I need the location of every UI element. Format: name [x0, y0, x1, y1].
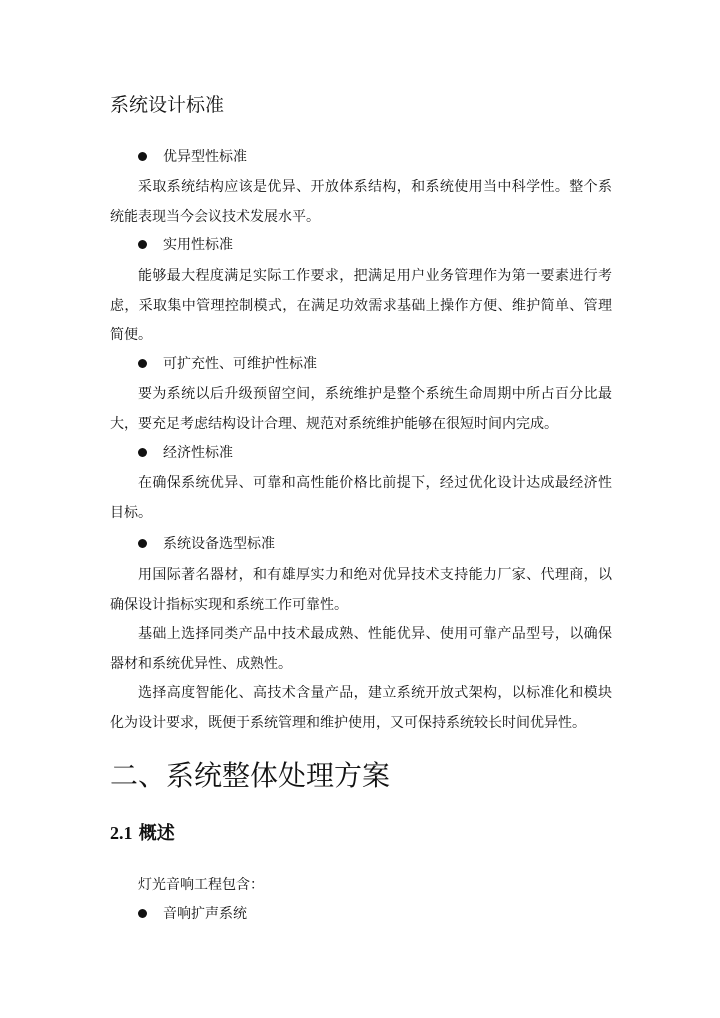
- bullet-label: 音响扩声系统: [163, 906, 247, 922]
- chapter-heading: 二、系统整体处理方案: [110, 759, 391, 792]
- bullet-dot-icon: [138, 539, 147, 548]
- bullet-item: [138, 902, 247, 926]
- bullet-label: 实用性标准: [163, 237, 233, 253]
- body-paragraph: 基础上选择同类产品中技术最成熟、性能优异、使用可靠产品型号，以确保器材和系统优异性、成熟性。: [110, 626, 612, 672]
- body-paragraph: 用国际著名器材，和有雄厚实力和绝对优异技术支持能力厂家、代理商，以确保设计指标实现和系统工作可靠性。: [110, 567, 612, 613]
- bullet-label: 优异型性标准: [163, 149, 247, 165]
- bullet-item: [138, 441, 233, 465]
- bullet-dot-icon: [138, 240, 147, 249]
- bullet-item: [138, 145, 247, 169]
- body-paragraph: 采取系统结构应该是优异、开放体系结构，和系统使用当中科学性。整个系统能表现当今会议技术发展水平。: [110, 179, 612, 225]
- subsection-number: 2.1: [110, 823, 133, 843]
- bullet-dot-icon: [138, 909, 147, 918]
- bullet-item: [138, 532, 275, 556]
- bullet-dot-icon: [138, 448, 147, 457]
- bullet-label: 经济性标准: [163, 445, 233, 461]
- bullet-dot-icon: [138, 152, 147, 161]
- bullet-dot-icon: [138, 359, 147, 368]
- body-paragraph: 能够最大程度满足实际工作要求，把满足用户业务管理作为第一要素进行考虑，采取集中管理控制模式，在满足功效需求基础上操作方便、维护简单、管理简便。: [110, 268, 612, 343]
- subsection-heading: [110, 820, 175, 847]
- bullet-item: [138, 352, 317, 376]
- bullet-label: 可扩充性、可维护性标准: [163, 356, 317, 372]
- body-paragraph: 在确保系统优异、可靠和高性能价格比前提下，经过优化设计达成最经济性目标。: [110, 475, 612, 521]
- intro-text: 灯光音响工程包含：: [138, 877, 264, 893]
- body-paragraph: 选择高度智能化、高技术含量产品，建立系统开放式架构，以标准化和模块化为设计要求，既便于系统管理和维护使用，又可保持系统较长时间优异性。: [110, 685, 612, 731]
- section-title: 系统设计标准: [110, 94, 225, 116]
- subsection-title: 概述: [138, 823, 175, 844]
- bullet-item: [138, 233, 233, 257]
- body-paragraph: 要为系统以后升级预留空间，系统维护是整个系统生命周期中所占百分比最大，要充足考虑结构设计合理、规范对系统维护能够在很短时间内完成。: [110, 386, 612, 432]
- bullet-label: 系统设备选型标准: [163, 536, 275, 552]
